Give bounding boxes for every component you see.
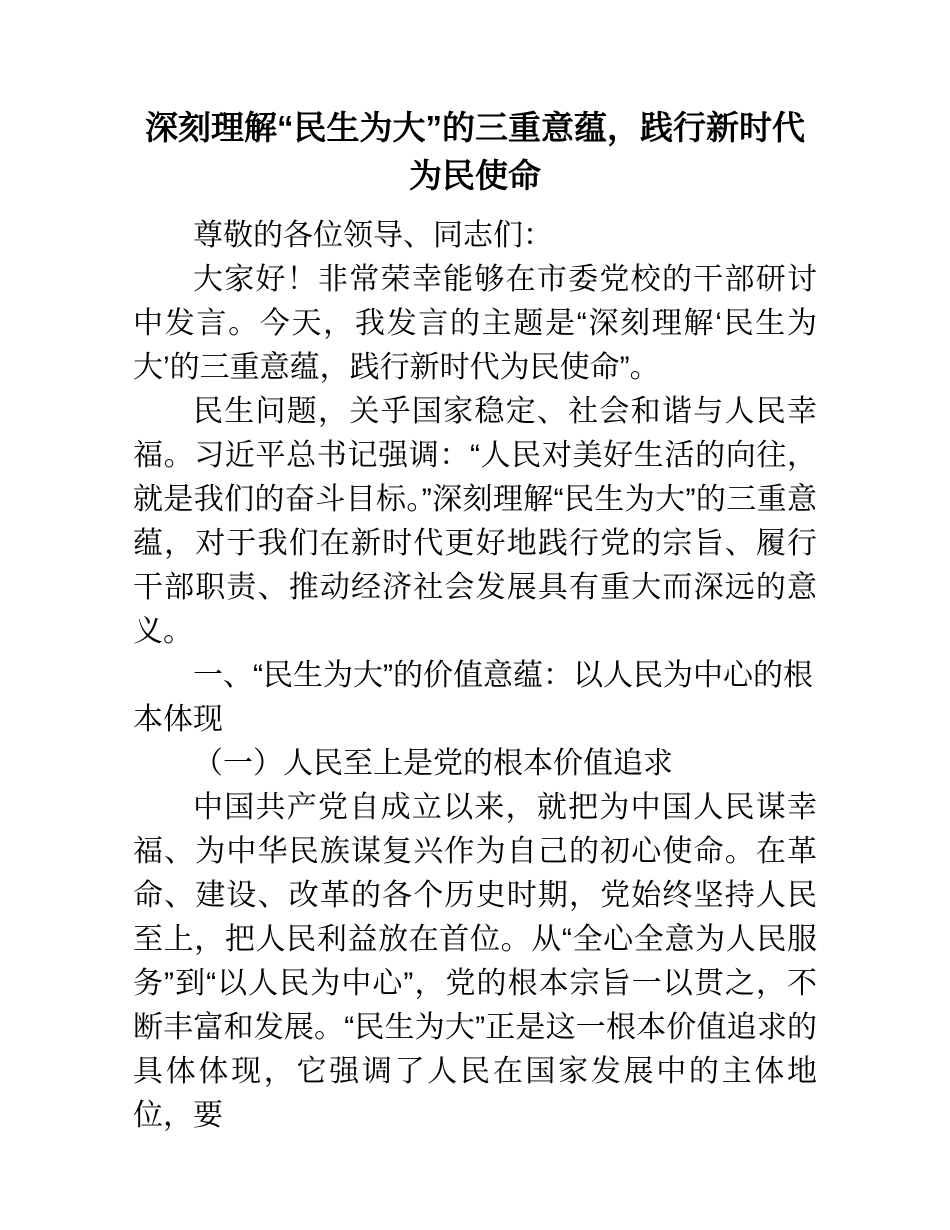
section-heading-one: 一、“民生为大”的价值意蕴：以人民为中心的根本体现 — [133, 659, 813, 736]
document-body — [133, 104, 817, 1138]
paragraph-livelihood-significance: 民生问题，关乎国家稳定、社会和谐与人民幸福。习近平总书记强调：“人民对美好生活的向往，就是我们的奋斗目标。”深刻理解“民生为大”的三重意蕴，对于我们在新时代更好地践行党的宗旨、履行干部职责、推动经济社会发展具有重大而深远的意义。 — [133, 395, 817, 648]
paragraph-party-values: 中国共产党自成立以来，就把为中国人民谋幸福、为中华民族谋复兴作为自己的初心使命。在革命、建设、改革的各个历史时期，党始终坚持人民至上，把人民利益放在首位。从“全心全意为人民服务”到“以人民为中心”，党的根本宗旨一以贯之，不断丰富和发展。“民生为大”正是这一根本价值追求的具体体现，它强调了人民在国家发展中的主体地位，要 — [133, 791, 817, 1132]
subsection-heading-one-a: （一）人民至上是党的根本价值追求 — [193, 747, 673, 780]
salutation-line: 尊敬的各位领导、同志们： — [193, 219, 553, 252]
paragraph-opening-remarks: 大家好！非常荣幸能够在市委党校的干部研讨中发言。今天，我发言的主题是“深刻理解‘民生为大’的三重意蕴，践行新时代为民使命”。 — [133, 263, 817, 384]
document-title: 深刻理解“民生为大”的三重意蕴，践行新时代为民使命 — [145, 109, 805, 194]
